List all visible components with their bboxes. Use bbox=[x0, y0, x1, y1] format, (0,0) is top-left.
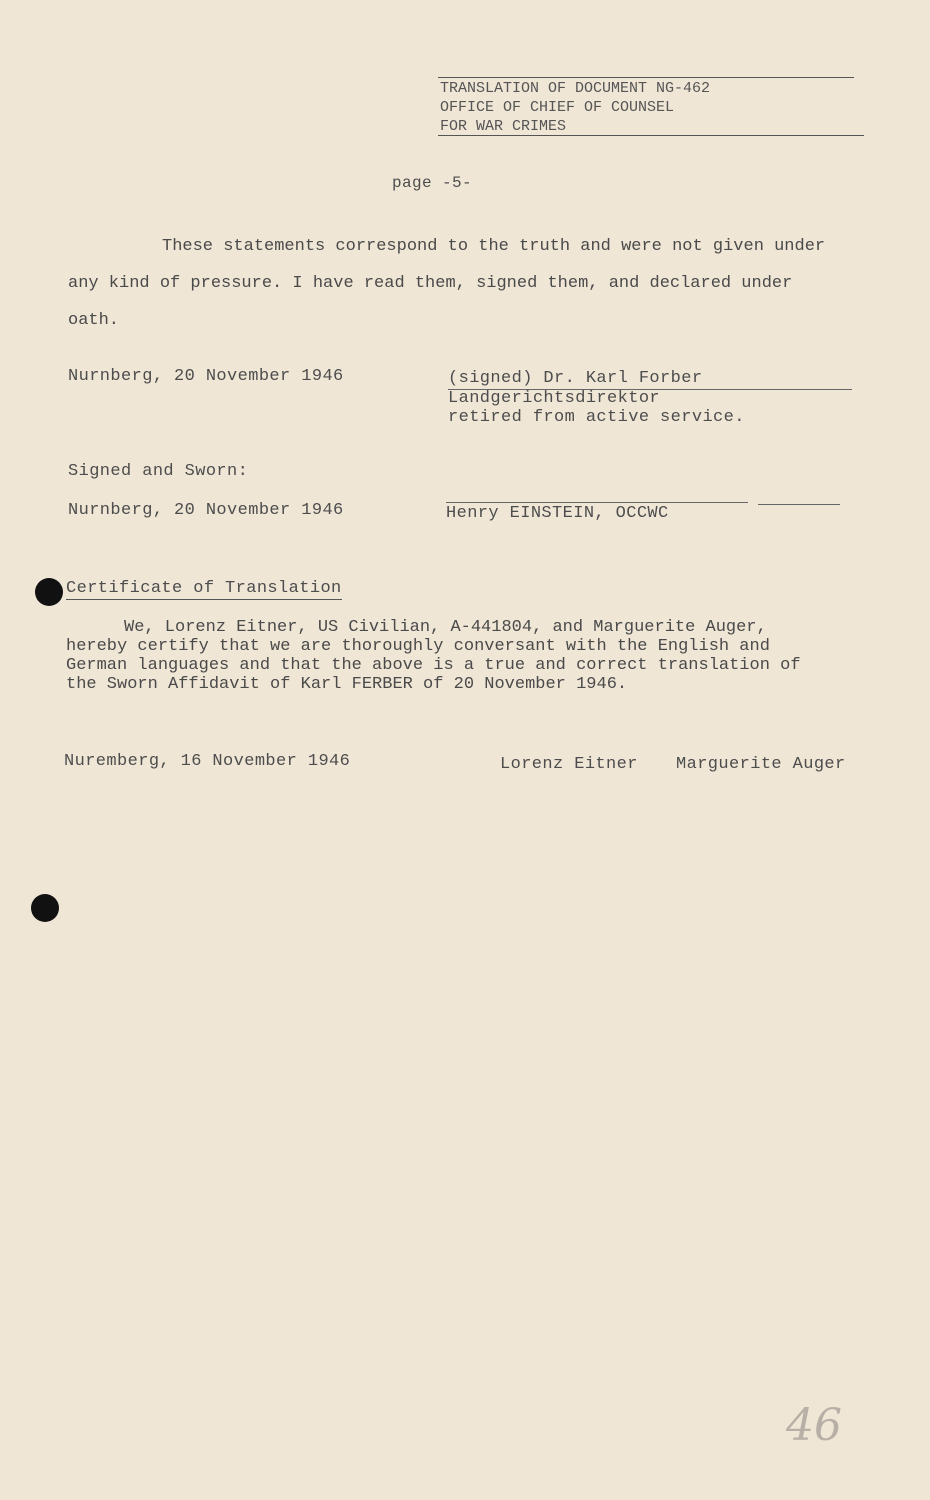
officer-rule bbox=[446, 502, 748, 503]
affiant-title: Landgerichtsdirektor bbox=[448, 389, 661, 408]
certificate-paragraph bbox=[66, 618, 826, 694]
page-label: page -5- bbox=[392, 174, 473, 192]
signed-sworn-label: Signed and Sworn: bbox=[68, 462, 249, 481]
translator-2: Marguerite Auger bbox=[676, 755, 846, 774]
officer-rule-extension bbox=[758, 504, 840, 505]
certificate-place-date: Nuremberg, 16 November 1946 bbox=[64, 752, 351, 771]
sworn-place-date: Nurnberg, 20 November 1946 bbox=[68, 501, 344, 520]
sworn-officer: Henry EINSTEIN, OCCWC bbox=[446, 504, 669, 523]
affiant-signature: (signed) Dr. Karl Forber bbox=[448, 369, 703, 388]
header-bottom-rule bbox=[438, 135, 864, 136]
punch-hole-lower bbox=[31, 894, 59, 922]
header-top-rule bbox=[438, 77, 854, 78]
affiant-status: retired from active service. bbox=[448, 408, 745, 427]
translator-1: Lorenz Eitner bbox=[500, 755, 638, 774]
affiant-place-date: Nurnberg, 20 November 1946 bbox=[68, 367, 344, 386]
statement-text: These statements correspond to the truth and were not given under any kind of pressure. I have read them, signed them, and declared under oath. bbox=[68, 237, 826, 330]
certificate-heading bbox=[66, 579, 342, 598]
handwritten-page-number: 46 bbox=[786, 1400, 842, 1451]
certificate-text: We, Lorenz Eitner, US Civilian, A-441804, and Marguerite Auger, hereby certify that we are thoroughly conversant with the English and German languages and that the above is a true and correct translation of the Sworn Affidavit of Karl FERBER of 20 November 1946. bbox=[66, 618, 801, 694]
header-line-2: OFFICE OF CHIEF OF COUNSEL bbox=[440, 99, 675, 116]
certificate-heading-text: Certificate of Translation bbox=[66, 579, 342, 598]
statement-paragraph bbox=[68, 228, 848, 339]
punch-hole-upper bbox=[35, 578, 63, 606]
header-line-1: TRANSLATION OF DOCUMENT NG-462 bbox=[440, 80, 711, 97]
header-line-3: FOR WAR CRIMES bbox=[440, 118, 567, 135]
